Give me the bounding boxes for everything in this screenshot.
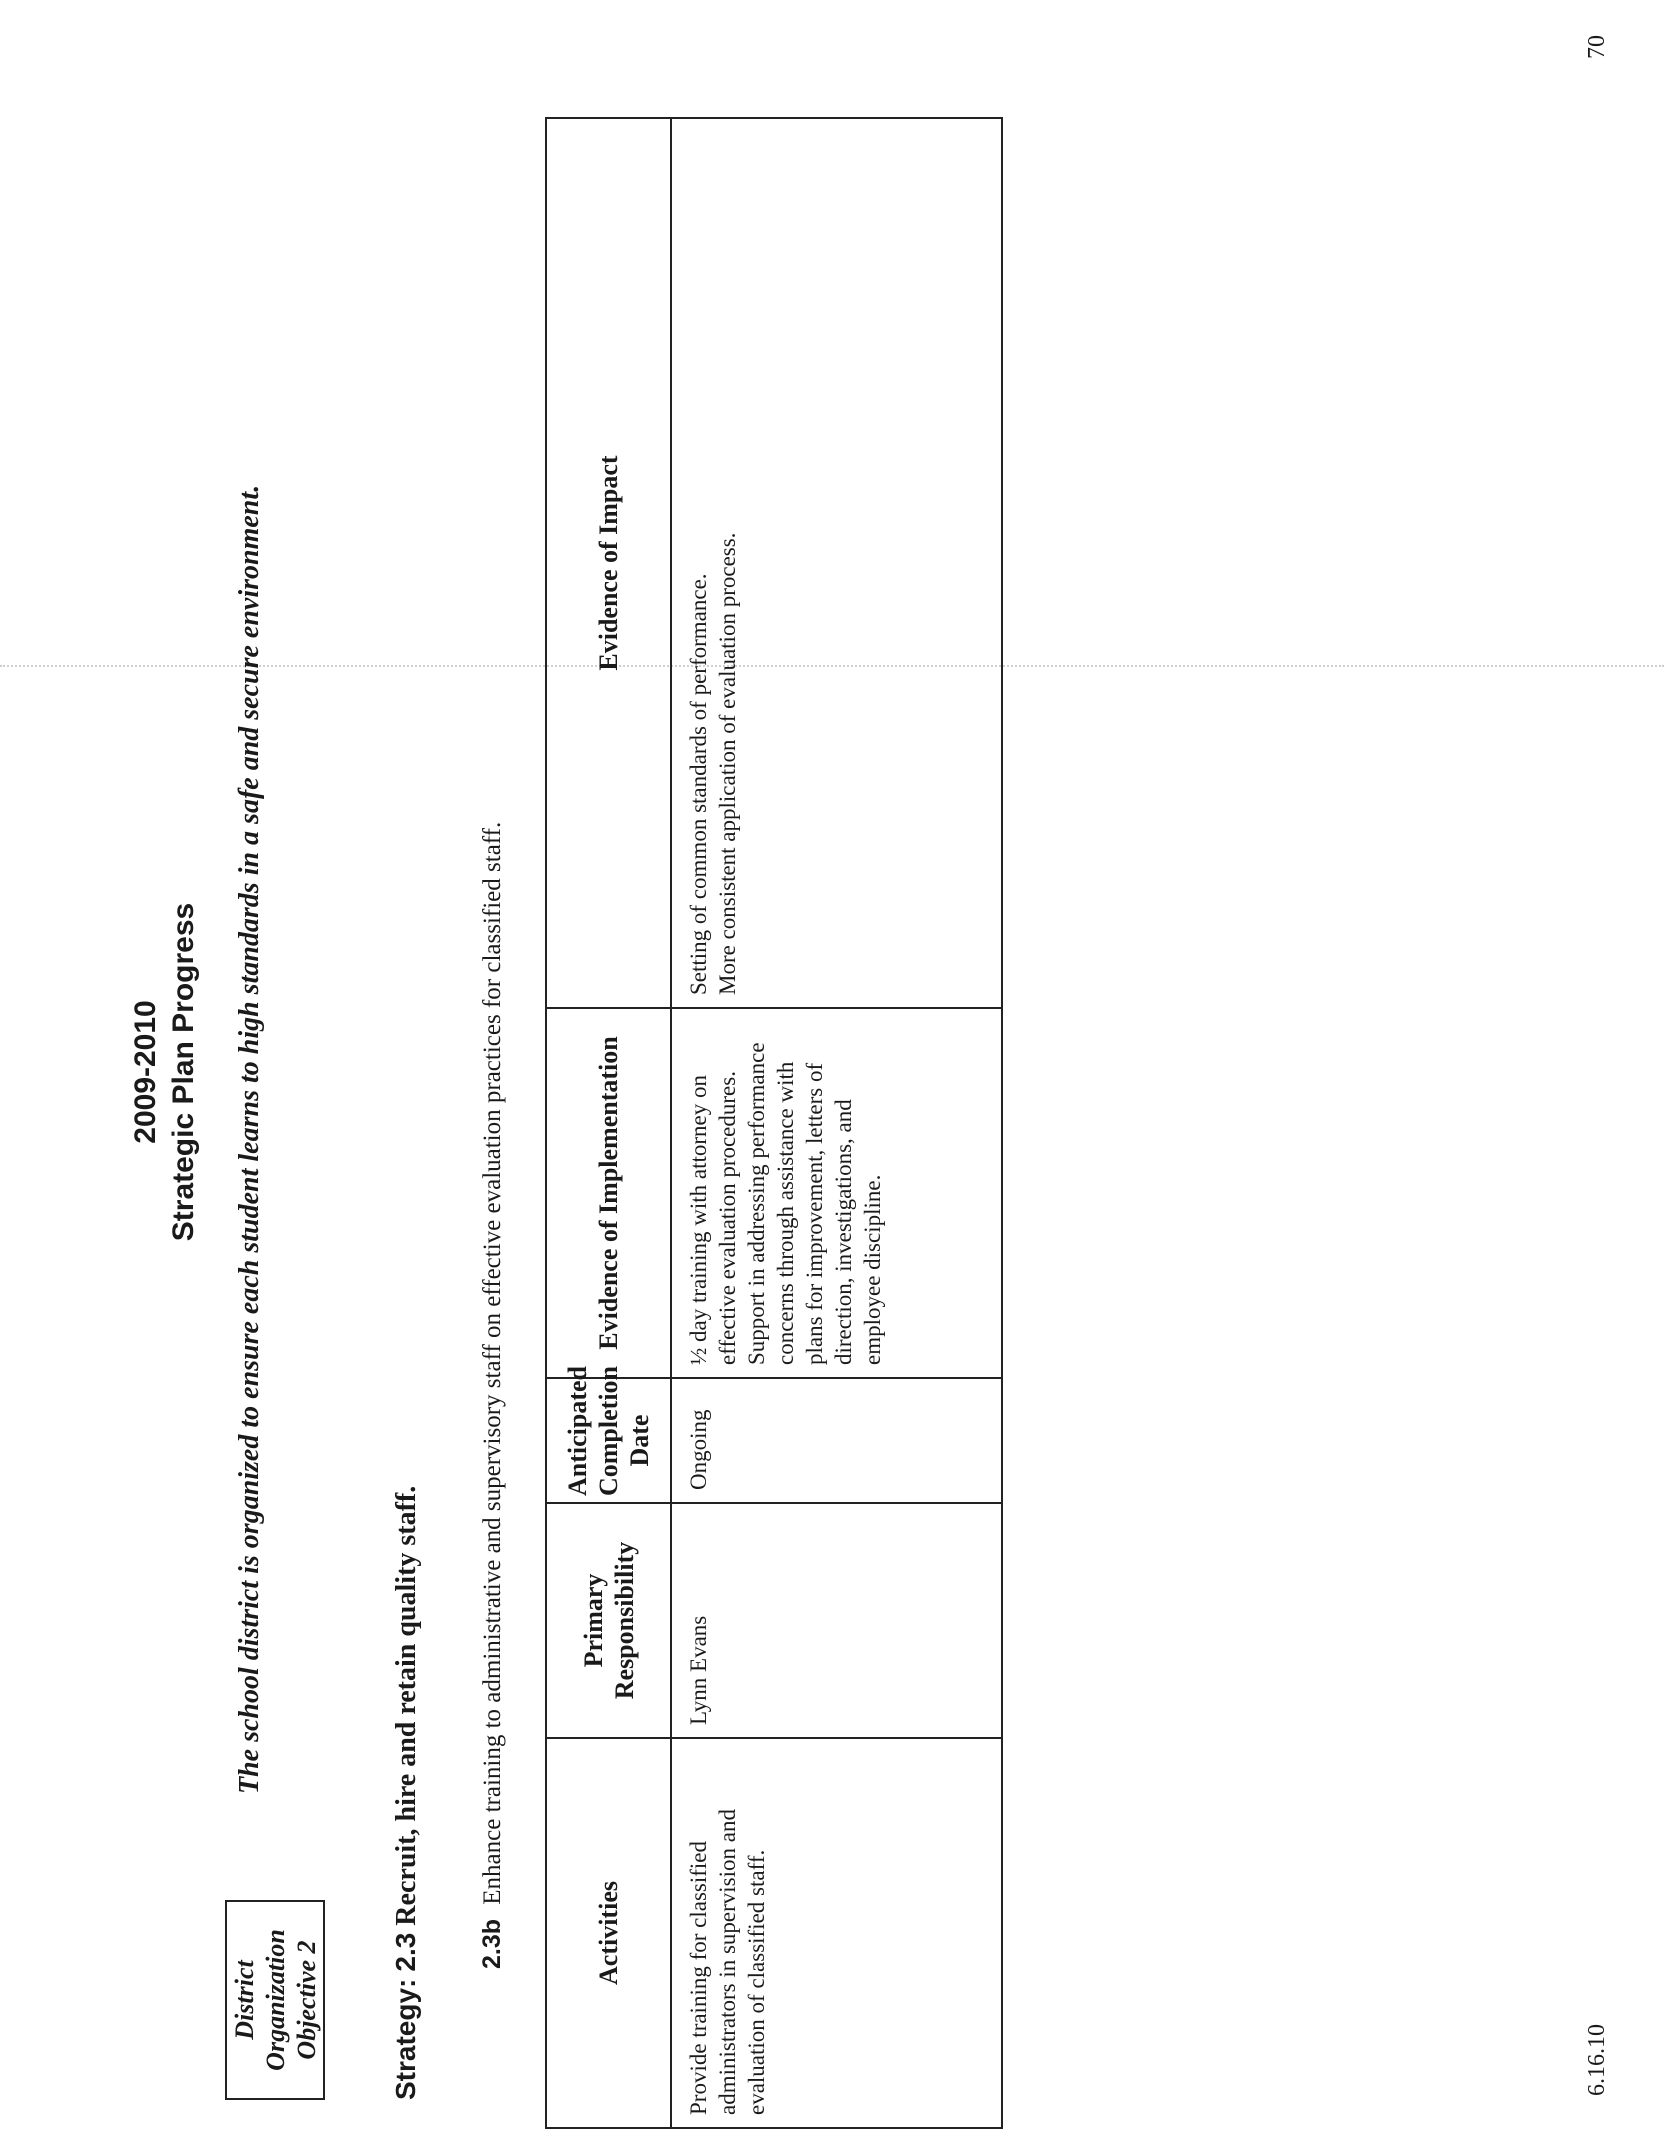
page-title: Strategic Plan Progress xyxy=(167,902,200,1242)
objective-statement: The school district is organized to ensure each student learns to high standards in a safe and secure environment. xyxy=(234,484,265,1794)
implementation-item: ½ day training with attorney on effective evaluation procedures. xyxy=(686,1071,740,1365)
strategy-line xyxy=(390,1486,423,2100)
header-completion-date: Anticipated Completion Date xyxy=(546,1378,671,1503)
header-evidence-implementation: Evidence of Implementation xyxy=(546,1008,671,1378)
sub-strategy-number: 2.3b xyxy=(478,1918,506,1969)
cell-activities: Provide training for classified administrators in supervision and evaluation of classified staff. xyxy=(671,1738,1002,2128)
table-row xyxy=(671,118,1002,2128)
impact-item: Setting of common standards of performance. xyxy=(686,573,711,995)
strategy-label: Strategy: xyxy=(390,1978,421,2100)
objective-label-box xyxy=(225,1900,325,2100)
cell-responsibility: Lynn Evans xyxy=(671,1503,1002,1738)
impact-item: More consistent application of evaluation process. xyxy=(715,532,740,995)
cell-completion-date: Ongoing xyxy=(671,1378,1002,1503)
implementation-item: Support in addressing performance concerns through assistance with plans for improvement, letters of direction, investigations, and employee discipline. xyxy=(744,1042,885,1365)
page-number: 70 xyxy=(1584,35,1610,59)
table-header-row xyxy=(546,118,671,2128)
cell-impact xyxy=(671,118,1002,1008)
objective-label-line2: Objective 2 xyxy=(291,1940,321,2060)
header-activities: Activities xyxy=(546,1738,671,2128)
strategy-text: Recruit, hire and retain quality staff. xyxy=(391,1485,422,1926)
sub-strategy-text: Enhance training to administrative and supervisory staff on effective evaluation practices for classified staff. xyxy=(479,821,506,1905)
header-date-range: 2009-2010 xyxy=(129,1000,162,1144)
objective-label-line1: District Organization xyxy=(229,1929,290,2071)
footer-date: 6.16.10 xyxy=(1584,2024,1610,2096)
header-primary-responsibility: Primary Responsibility xyxy=(546,1503,671,1738)
strategy-number: 2.3 xyxy=(390,1932,421,1972)
sub-strategy-line xyxy=(478,822,507,1969)
cell-implementation xyxy=(671,1008,1002,1378)
header-evidence-impact: Evidence of Impact xyxy=(546,118,671,1008)
strategic-plan-table xyxy=(545,117,1003,2129)
